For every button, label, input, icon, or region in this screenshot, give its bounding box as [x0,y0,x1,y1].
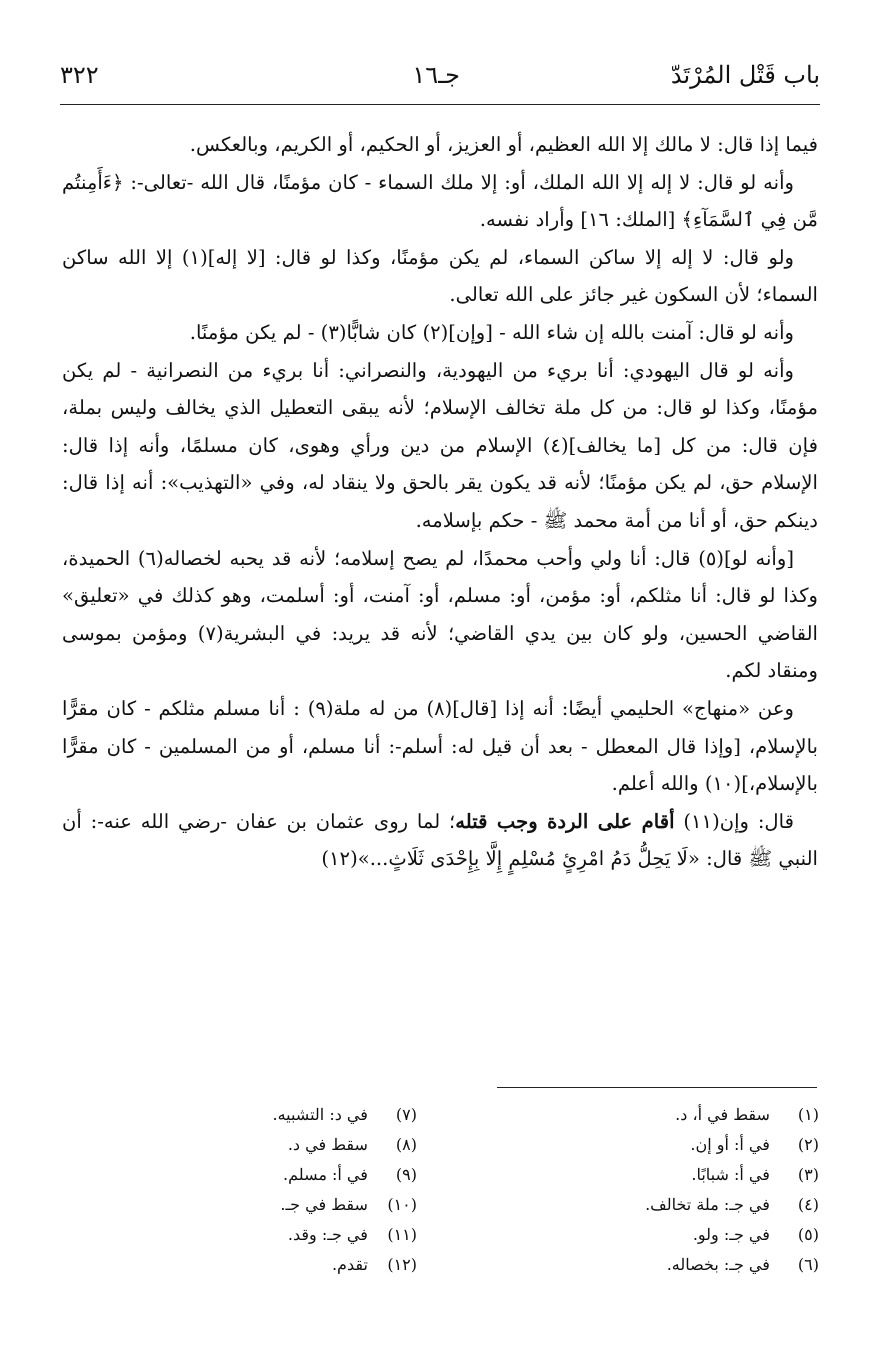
paragraph: وأنه لو قال: لا إله إلا الله الملك، أو: إلا ملك السماء - كان مؤمنًا، قال الله -تعالى-: ﴿ءَأَمِنتُم مَّن فِي ٱلسَّمَآءِ﴾ [الملك: ١٦] وأراد نفسه. [62,170,818,232]
footnote-number: (١٢) [387,1255,417,1274]
footnote [117,1190,417,1220]
footnotes-left-column [117,1100,417,1280]
footnote-text: في أ: مسلم. [283,1165,368,1184]
footnote [117,1220,417,1250]
footnote-text: في جـ: ولو. [692,1225,770,1244]
footnotes-right-column [479,1100,819,1280]
footnote-number: (٧) [395,1105,417,1124]
footnote-number: (٨) [395,1135,417,1154]
footnote-text: في أ: أو إن. [690,1135,770,1154]
footnote-number: (١١) [387,1225,417,1244]
paragraph: وأنه لو قال: آمنت بالله إن شاء الله - [وإن](٢) كان شابًّا(٣) - لم يكن مؤمنًا. [189,320,794,344]
paragraph: فيما إذا قال: لا مالك إلا الله العظيم، أو العزيز، أو الحكيم، أو الكريم، وبالعكس. [189,133,818,156]
footnote-text: في أ: شبابًا. [691,1165,770,1184]
footnote-number: (١) [797,1105,819,1124]
footnote-number: (١٠) [387,1195,417,1214]
footnote-text: تقدم. [331,1255,368,1274]
footnote-number: (٩) [395,1165,417,1184]
paragraph: [وأنه لو](٥) قال: أنا ولي وأحب محمدًا، لم يصح إسلامه؛ لأنه قد يحبه لخصاله(٦) الحميدة، وكذا لو قال: أنا مثلكم، أو: مؤمن، أو: مسلم، أو: آمنت، أو: أسلمت، وهو كذلك في «تعليق» القاضي الحسين، ولو كان بين يدي القاضي؛ لأنه قد يريد: في البشرية(٧) ومؤمن بموسى ومنقاد لكم. [62,546,818,683]
footnote-text: سقط في د. [287,1135,368,1154]
main-text [62,126,818,878]
paragraph-prefix: قال: وإن(١١) [674,809,794,833]
footnote-number: (٤) [797,1195,819,1214]
footnote [479,1160,819,1190]
footnote [479,1100,819,1130]
paragraph-matn [62,803,818,878]
footnote [479,1130,819,1160]
footnote-text: سقط في جـ. [280,1195,368,1214]
footnote-number: (٢) [797,1135,819,1154]
paragraph: وعن «منهاج» الحليمي أيضًا: أنه إذا [قال](٨) من له ملة(٩) : أنا مسلم مثلكم - كان مقرًّا بالإسلام، [وإذا قال المعطل - بعد أن قيل له: أسلم-: أنا مسلم، أو من المسلمين - كان مقرًّا بالإسلام،](١٠) والله أعلم. [62,696,818,796]
header-rule [60,104,820,105]
paragraph: ولو قال: لا إله إلا ساكن السماء، لم يكن مؤمنًا، وكذا لو قال: [لا إله](١) إلا الله ساكن السماء؛ لأن السكون غير جائز على الله تعالى. [62,245,818,307]
paragraph: وأنه لو قال اليهودي: أنا بريء من اليهودية، والنصراني: أنا بريء من النصرانية - لم يكن مؤمنًا، وكذا لو قال: من كل ملة تخالف الإسلام؛ لأنه يبقى التعطيل الذي يخالف وليس بملة، فإن قال: من كل [ما يخالف](٤) الإسلام من دين ورأي وهوى، كان مسلمًا، وأنه إذا قال: الإسلام حق، لم يكن مؤمنًا؛ لأنه قد يكون يقر بالحق ولا ينقاد له، وفي «التهذيب»: أنه إذا قال: دينكم حق، أو أنا من أمة محمد ﷺ - حكم بإسلامه. [62,358,819,532]
paragraph-suffix: ؛ لما روى عثمان بن عفان -رضي الله عنه-: أن النبي ﷺ قال: «لَا يَحِلُّ دَمُ امْرِئٍ مُسْلِمٍ إِلَّا بِإِحْدَى ثَلَاثٍ...»(١٢) [62,809,818,871]
footnote [479,1190,819,1220]
footnote [117,1130,417,1160]
footnote [479,1250,819,1280]
footnote-number: (٦) [797,1255,819,1274]
footnote-number: (٣) [797,1165,819,1184]
footnote-text: في جـ: ملة تخالف. [645,1195,770,1214]
footnote [479,1220,819,1250]
footnote-text: سقط في أ، د. [675,1105,770,1124]
footnote [117,1100,417,1130]
footnote-text: في جـ: وقد. [287,1225,368,1244]
page-number: ٣٢٢ [60,61,99,89]
footnote-rule [497,1087,817,1088]
running-header [60,55,820,95]
footnote-text: في د: التشبيه. [272,1105,368,1124]
chapter-title: باب قَتْل المُرْتَدّ [670,61,820,89]
footnote [117,1160,417,1190]
footnote-text: في جـ: بخصاله. [666,1255,770,1274]
matn-text: أقام على الردة وجب قتله [455,809,675,833]
volume-number: جـ١٦ [412,61,460,89]
footnote-number: (٥) [797,1225,819,1244]
footnote [117,1250,417,1280]
